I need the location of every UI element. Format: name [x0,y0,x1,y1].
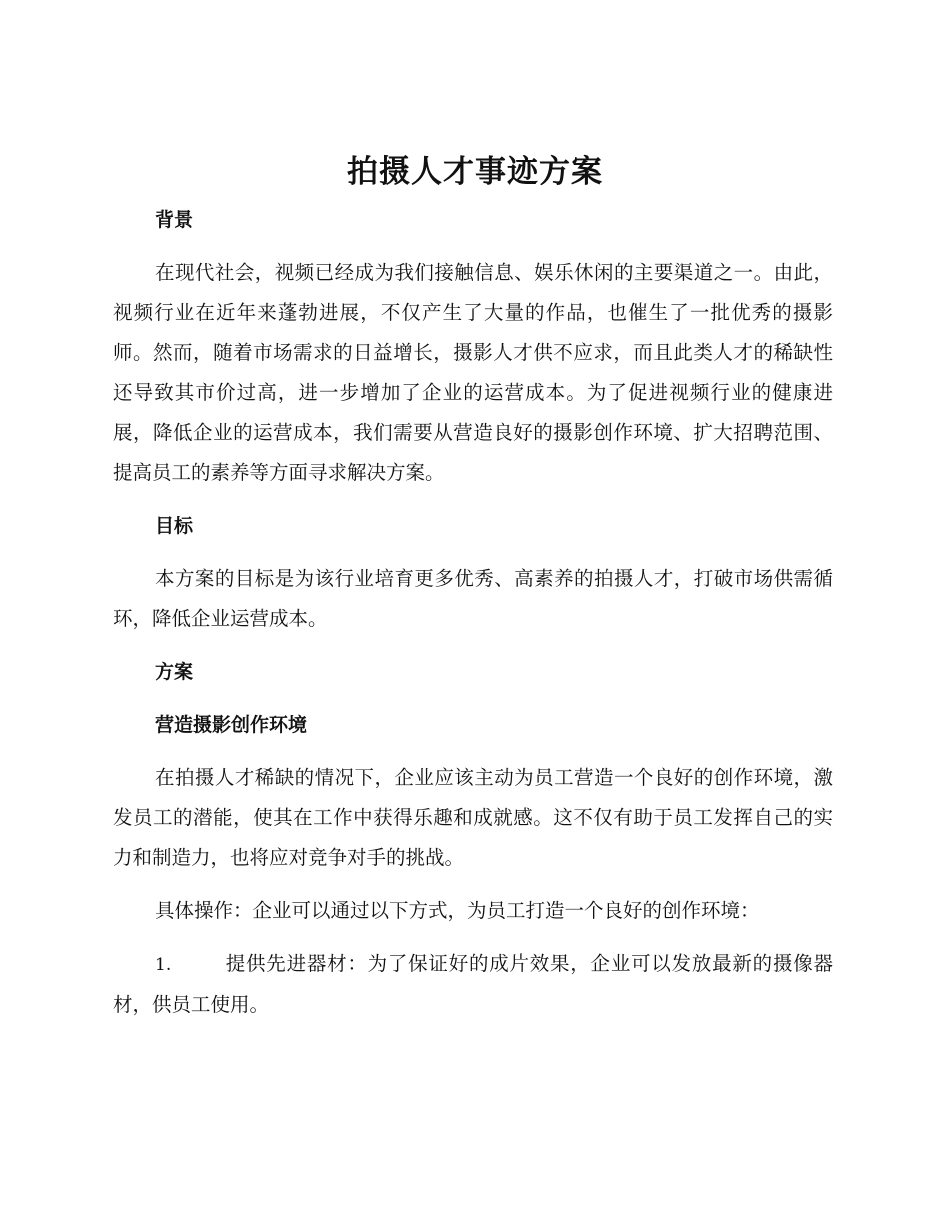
list-item-text: 提供先进器材：为了保证好的成片效果，企业可以发放最新的摄像器材，供员工使用。 [113,952,833,1016]
section-heading-background: 背景 [155,209,194,231]
goal-paragraph: 本方案的目标是为该行业培育更多优秀、高素养的拍摄人才，打破市场供需循环，降低企业运营成本。 [113,567,833,630]
operations-paragraph: 具体操作：企业可以通过以下方式，为员工打造一个良好的创作环境： [155,899,760,922]
section-heading-goal: 目标 [155,515,194,537]
list-item-number: 1. [155,955,172,975]
background-paragraph: 在现代社会，视频已经成为我们接触信息、娱乐休闲的主要渠道之一。由此，视频行业在近年来蓬勃进展，不仅产生了大量的作品，也催生了一批优秀的摄影师。然而，随着市场需求的日益增长，摄影人才供不应求，而且此类人才的稀缺性还导致其市价过高，进一步增加了企业的运营成本。为了促进视频行业的健康进展，降低企业的运营成本，我们需要从营造良好的摄影创作环境、扩大招聘范围、提高员工的素养等方面寻求解决方案。 [113,261,833,484]
document-title: 拍摄人才事迹方案 [347,154,603,190]
section-heading-plan: 方案 [155,661,194,683]
document-body [113,200,833,1025]
subsection-heading-environment: 营造摄影创作环境 [155,714,308,736]
list-item [113,944,833,1025]
environment-paragraph: 在拍摄人才稀缺的情况下，企业应该主动为员工营造一个良好的创作环境，激发员工的潜能，使其在工作中获得乐趣和成就感。这不仅有助于员工发挥自己的实力和制造力，也将应对竞争对手的挑战。 [113,766,833,869]
